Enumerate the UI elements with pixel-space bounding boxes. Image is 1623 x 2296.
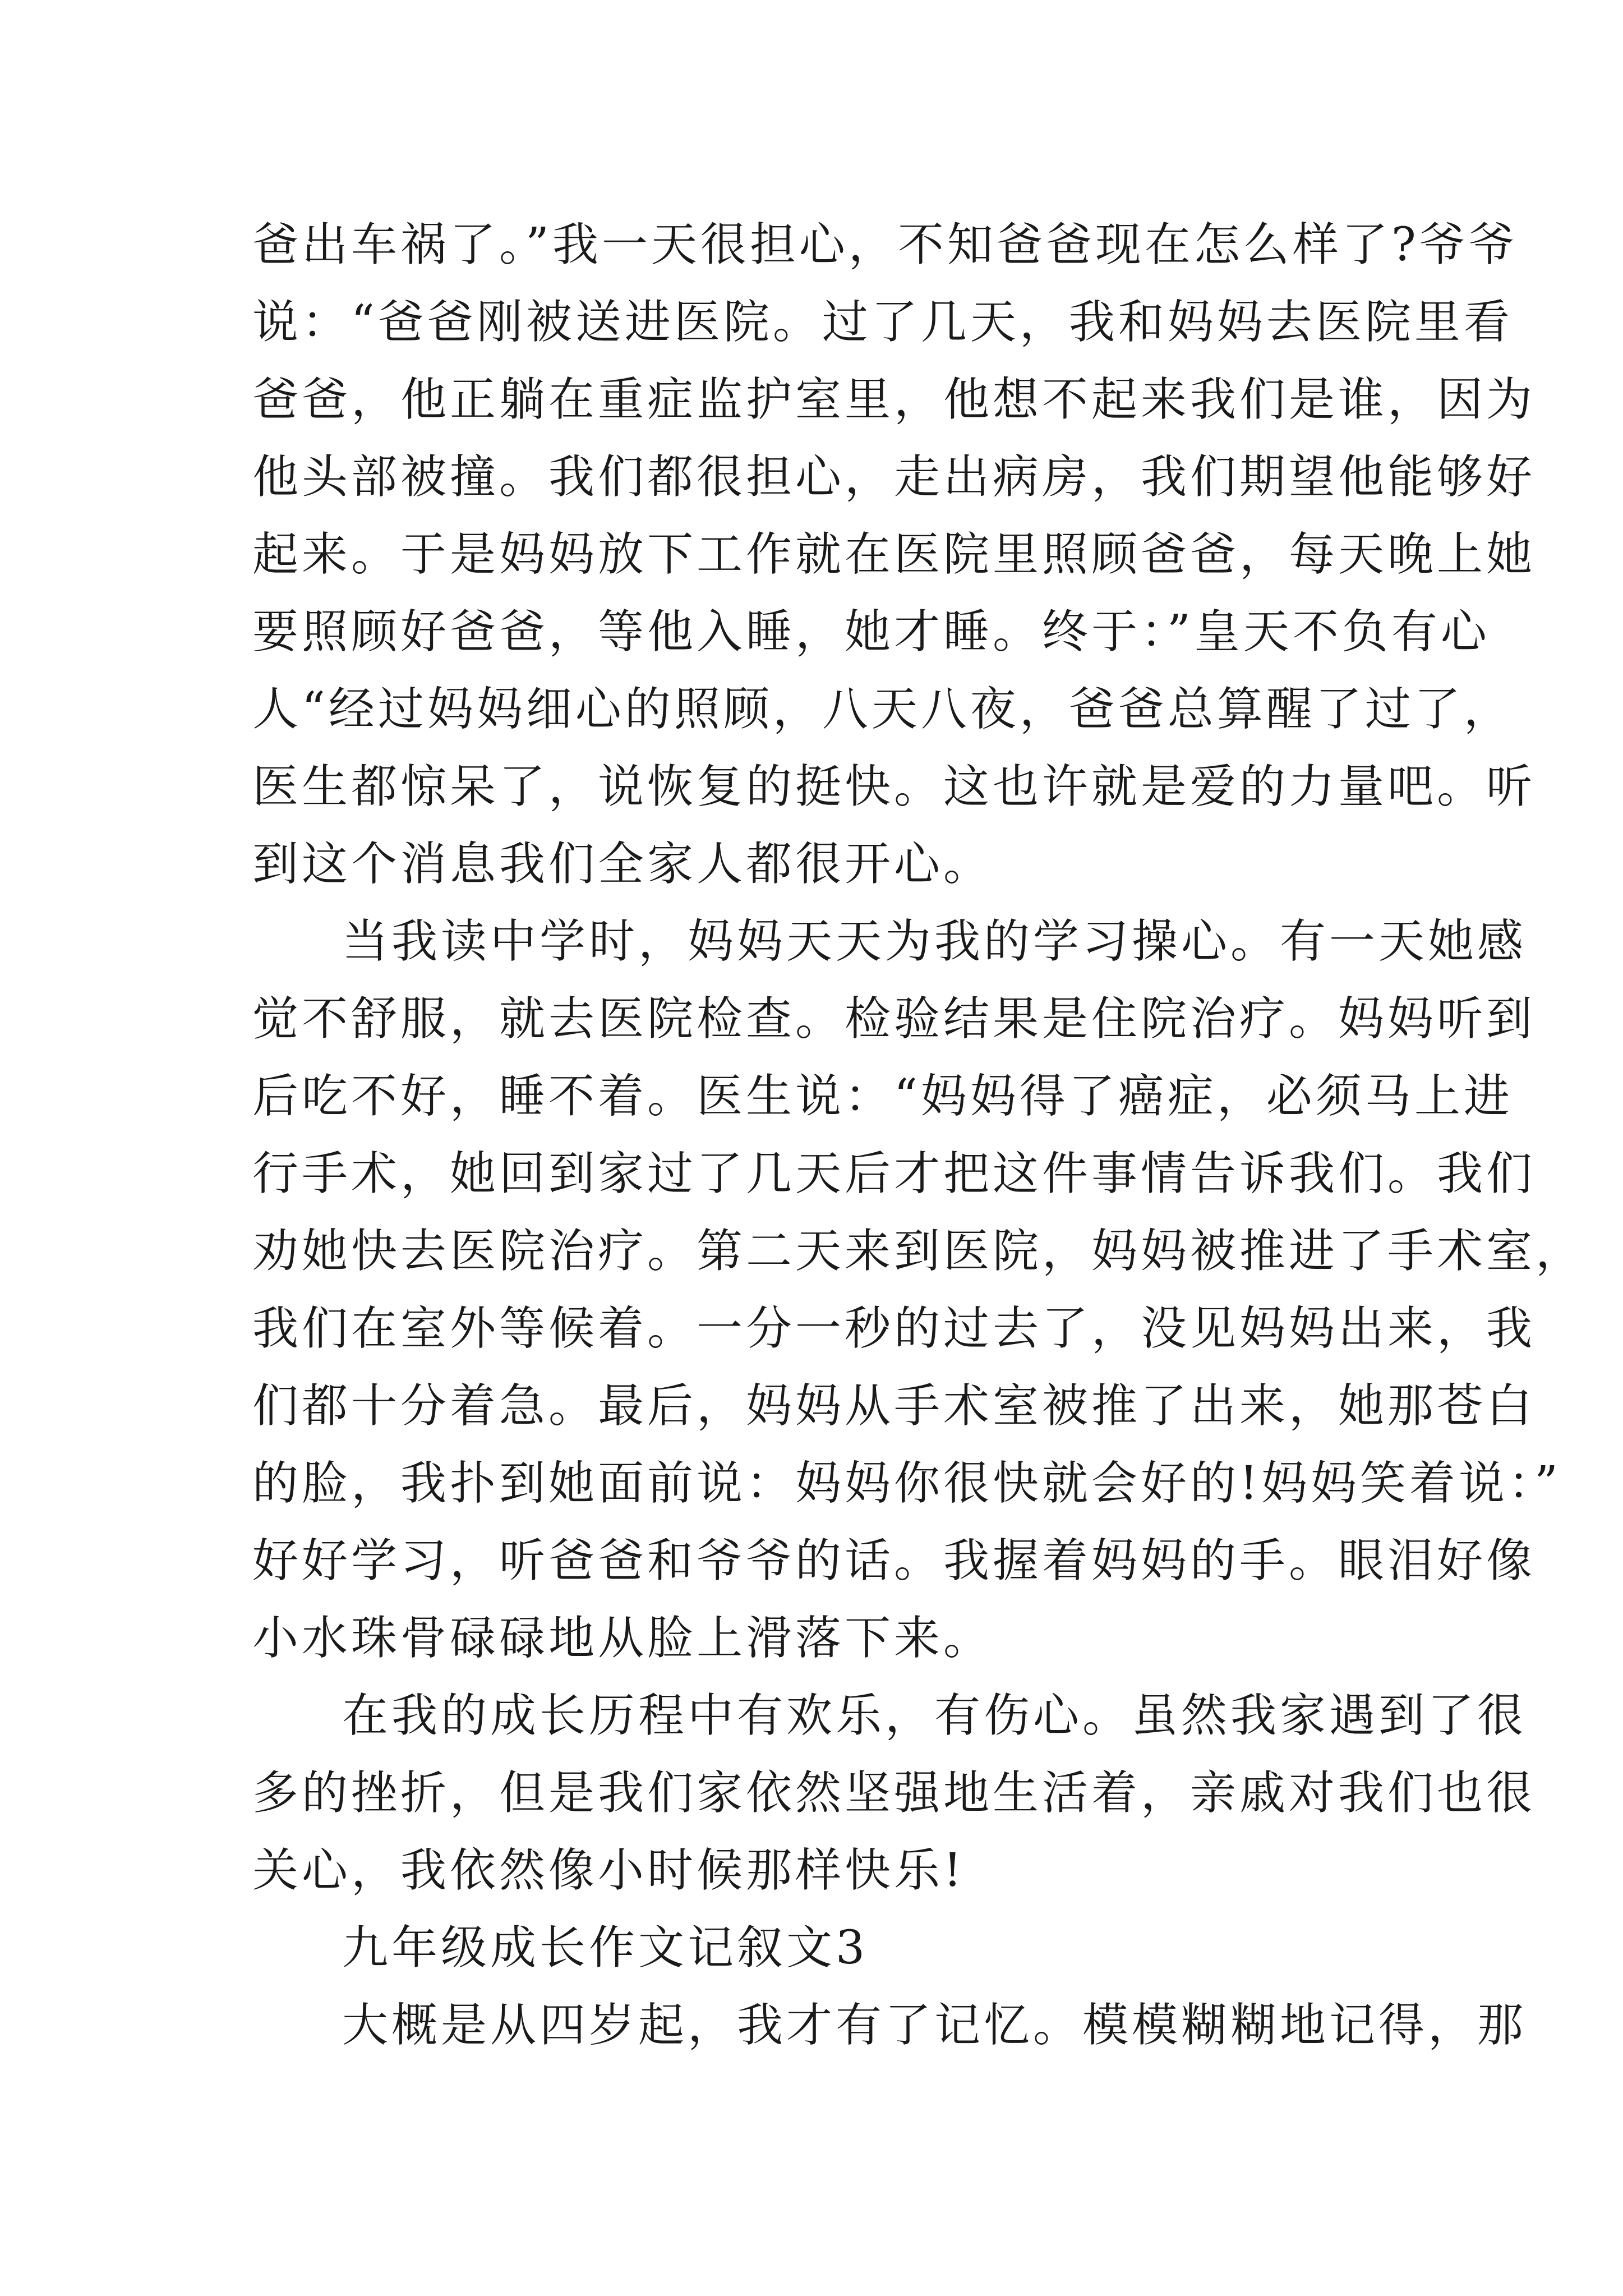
text-line: 爸出车祸了。”我一天很担心，不知爸爸现在怎么样了?爷爷 [252,218,1518,272]
text-line: 起来。于是妈妈放下工作就在医院里照顾爸爸，每天晚上她 [252,528,1536,581]
paragraph-start-line: 大概是从四岁起，我才有了记忆。模模糊糊地记得，那 [342,1999,1527,2052]
text-line: 行手术，她回到家过了几天后才把这件事情告诉我们。我们 [252,1147,1536,1200]
text-line: 们都十分着急。最后，妈妈从手术室被推了出来，她那苍白 [252,1379,1536,1433]
text-line: 后吃不好，睡不着。医生说：“妈妈得了癌症，必须马上进 [252,1070,1513,1123]
text-line: 他头部被撞。我们都很担心，走出病房，我们期望他能够好 [252,450,1536,504]
text-line: 关心，我依然像小时候那样快乐! [252,1844,965,1897]
paragraph-start-line: 九年级成长作文记叙文3 [342,1921,869,1975]
text-line: 我们在室外等候着。一分一秒的过去了，没见妈妈出来，我 [252,1302,1536,1355]
text-line: 到这个消息我们全家人都很开心。 [252,838,993,891]
text-line: 劝她快去医院治疗。第二天来到医院，妈妈被推进了手术室， [252,1225,1585,1278]
paragraph-start-line: 在我的成长历程中有欢乐，有伤心。虽然我家遇到了很 [342,1689,1527,1742]
text-line: 人“经过妈妈细心的照顾，八天八夜，爸爸总算醒了过了， [252,683,1513,736]
text-line: 爸爸，他正躺在重症监护室里，他想不起来我们是谁，因为 [252,373,1536,426]
text-line: 觉不舒服，就去医院检查。检验结果是住院治疗。妈妈听到 [252,992,1536,1046]
text-line: 要照顾好爸爸，等他入睡，她才睡。终于：”皇天不负有心 [252,605,1490,659]
paragraph-start-line: 当我读中学时，妈妈天天为我的学习操心。有一天她感 [342,915,1527,968]
text-line: 小水珠骨碌碌地从脸上滑落下来。 [252,1612,993,1665]
text-line: 多的挫折，但是我们家依然坚强地生活着，亲戚对我们也很 [252,1766,1536,1820]
text-line: 的脸，我扑到她面前说：妈妈你很快就会好的!妈妈笑着说：” [252,1457,1561,1510]
text-line: 好好学习，听爸爸和爷爷的话。我握着妈妈的手。眼泪好像 [252,1534,1536,1588]
text-line: 说：“爸爸刚被送进医院。过了几天，我和妈妈去医院里看 [252,296,1513,349]
text-line: 医生都惊呆了，说恢复的挺快。这也许就是爱的力量吧。听 [252,760,1536,813]
document-body [252,206,1585,2064]
